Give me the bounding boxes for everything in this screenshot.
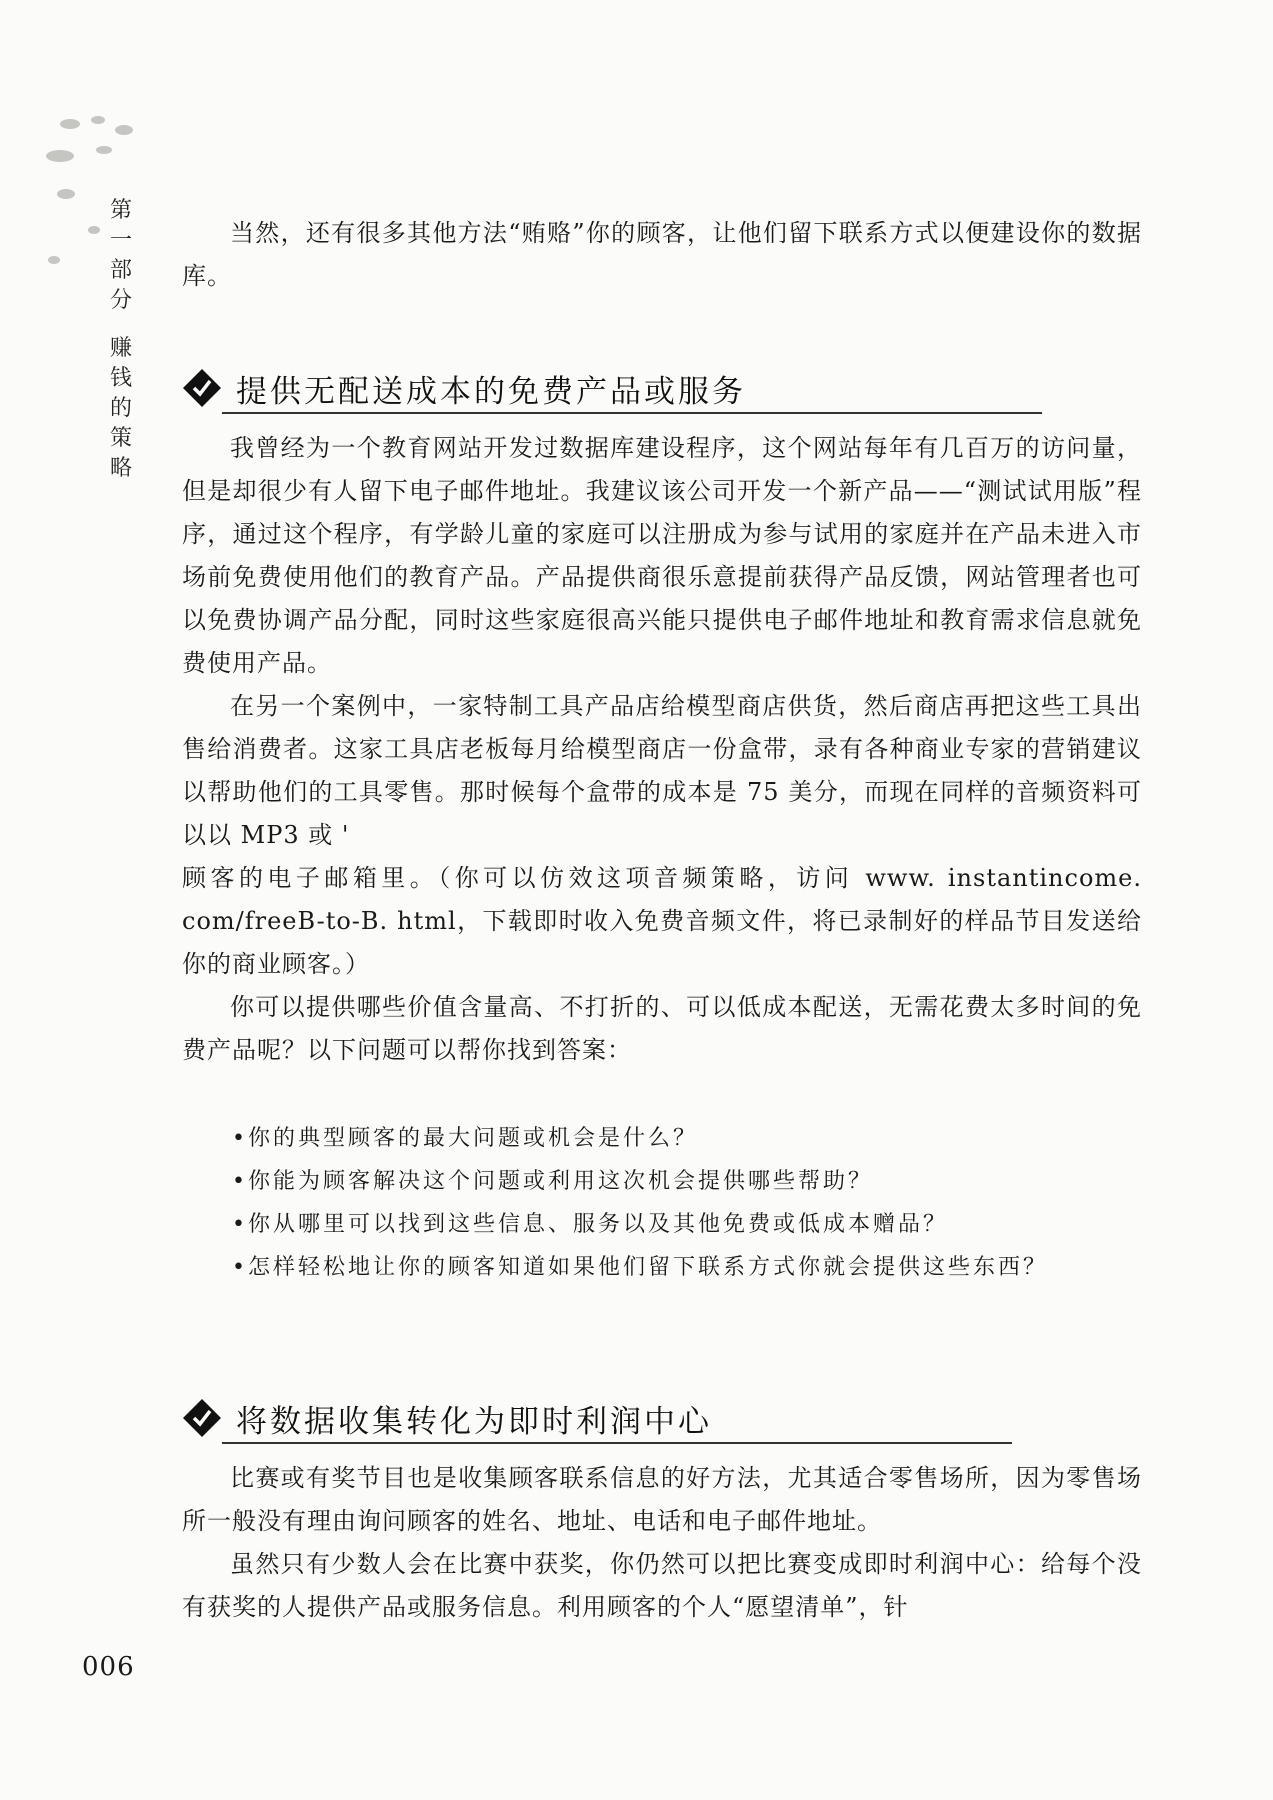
page-number: 006: [82, 1652, 135, 1682]
side-char: 策: [109, 426, 132, 451]
list-item: •怎样轻松地让你的顾客知道如果他们留下联系方式你就会提供这些东西？: [232, 1255, 1049, 1280]
intro-paragraph: 当然，还有很多其他方法“贿赂”你的顾客，让他们留下联系方式以便建设你的数据库。: [182, 219, 1142, 290]
corner-ornament-icon: [40, 110, 160, 330]
section-heading: [182, 360, 1142, 416]
section-title: 将数据收集转化为即时利润中心: [236, 1403, 712, 1440]
list-item: •你从哪里可以找到这些信息、服务以及其他免费或低成本赠品？: [232, 1212, 949, 1237]
side-char: 部: [109, 258, 132, 283]
body-paragraph: 顾客的电子邮箱里。（你可以仿效这项音频策略，访问 www. instantincome. com/freeB-to-B. html，下载即时收入免费音频文件，将已录制好的样品节目发送给你的商业顾客。）: [182, 864, 1142, 978]
side-char: 赚: [109, 336, 132, 361]
body-paragraph: 我曾经为一个教育网站开发过数据库建设程序，这个网站每年有几百万的访问量，但是却很少有人留下电子邮件地址。我建议该公司开发一个新产品——“测试试用版”程序，通过这个程序，有学龄儿童的家庭可以注册成为参与试用的家庭并在产品未进入市场前免费使用他们的教育产品。产品提供商很乐意提前获得产品反馈，网站管理者也可以免费协调产品分配，同时这些家庭很高兴能只提供电子邮件地址和教育需求信息就免费使用产品。: [182, 434, 1142, 677]
body-paragraph: 比赛或有奖节目也是收集顾客联系信息的好方法，尤其适合零售场所，因为零售场所一般没有理由询问顾客的姓名、地址、电话和电子邮件地址。: [182, 1464, 1142, 1535]
list-item: •你的典型顾客的最大问题或机会是什么？: [232, 1126, 699, 1151]
body-paragraph: 在另一个案例中，一家特制工具产品店给模型商店供货，然后商店再把这些工具出售给消费者。这家工具店老板每月给模型商店一份盒带，录有各种商业专家的营销建议以帮助他们的工具零售。那时候每个盒带的成本是 75 美分，而现在同样的音频资料可以以 MP3 或 ': [182, 692, 1142, 849]
body-paragraph: 你可以提供哪些价值含量高、不打折的、可以低成本配送，无需花费太多时间的免费产品呢？以下问题可以帮你找到答案：: [182, 993, 1142, 1064]
diamond-bullet-icon: [182, 368, 222, 408]
heading-underline: [222, 1442, 1012, 1444]
side-char: 的: [109, 396, 132, 421]
heading-underline: [222, 412, 1042, 414]
section-heading: [182, 1390, 1142, 1446]
question-list: [182, 1117, 1142, 1289]
body-paragraph: 虽然只有少数人会在比赛中获奖，你仍然可以把比赛变成即时利润中心：给每个没有获奖的人提供产品或服务信息。利用顾客的个人“愿望清单”，针: [182, 1550, 1142, 1621]
list-item: •你能为顾客解决这个问题或利用这次机会提供哪些帮助？: [232, 1169, 874, 1194]
side-char: 一: [109, 228, 132, 253]
side-char: 略: [109, 456, 132, 481]
section-title: 提供无配送成本的免费产品或服务: [236, 373, 746, 410]
side-char: 钱: [109, 366, 132, 391]
part-chapter-label: [103, 196, 139, 484]
side-char: 分: [109, 288, 132, 313]
diamond-bullet-icon: [182, 1398, 222, 1438]
side-char: 第: [109, 198, 132, 223]
